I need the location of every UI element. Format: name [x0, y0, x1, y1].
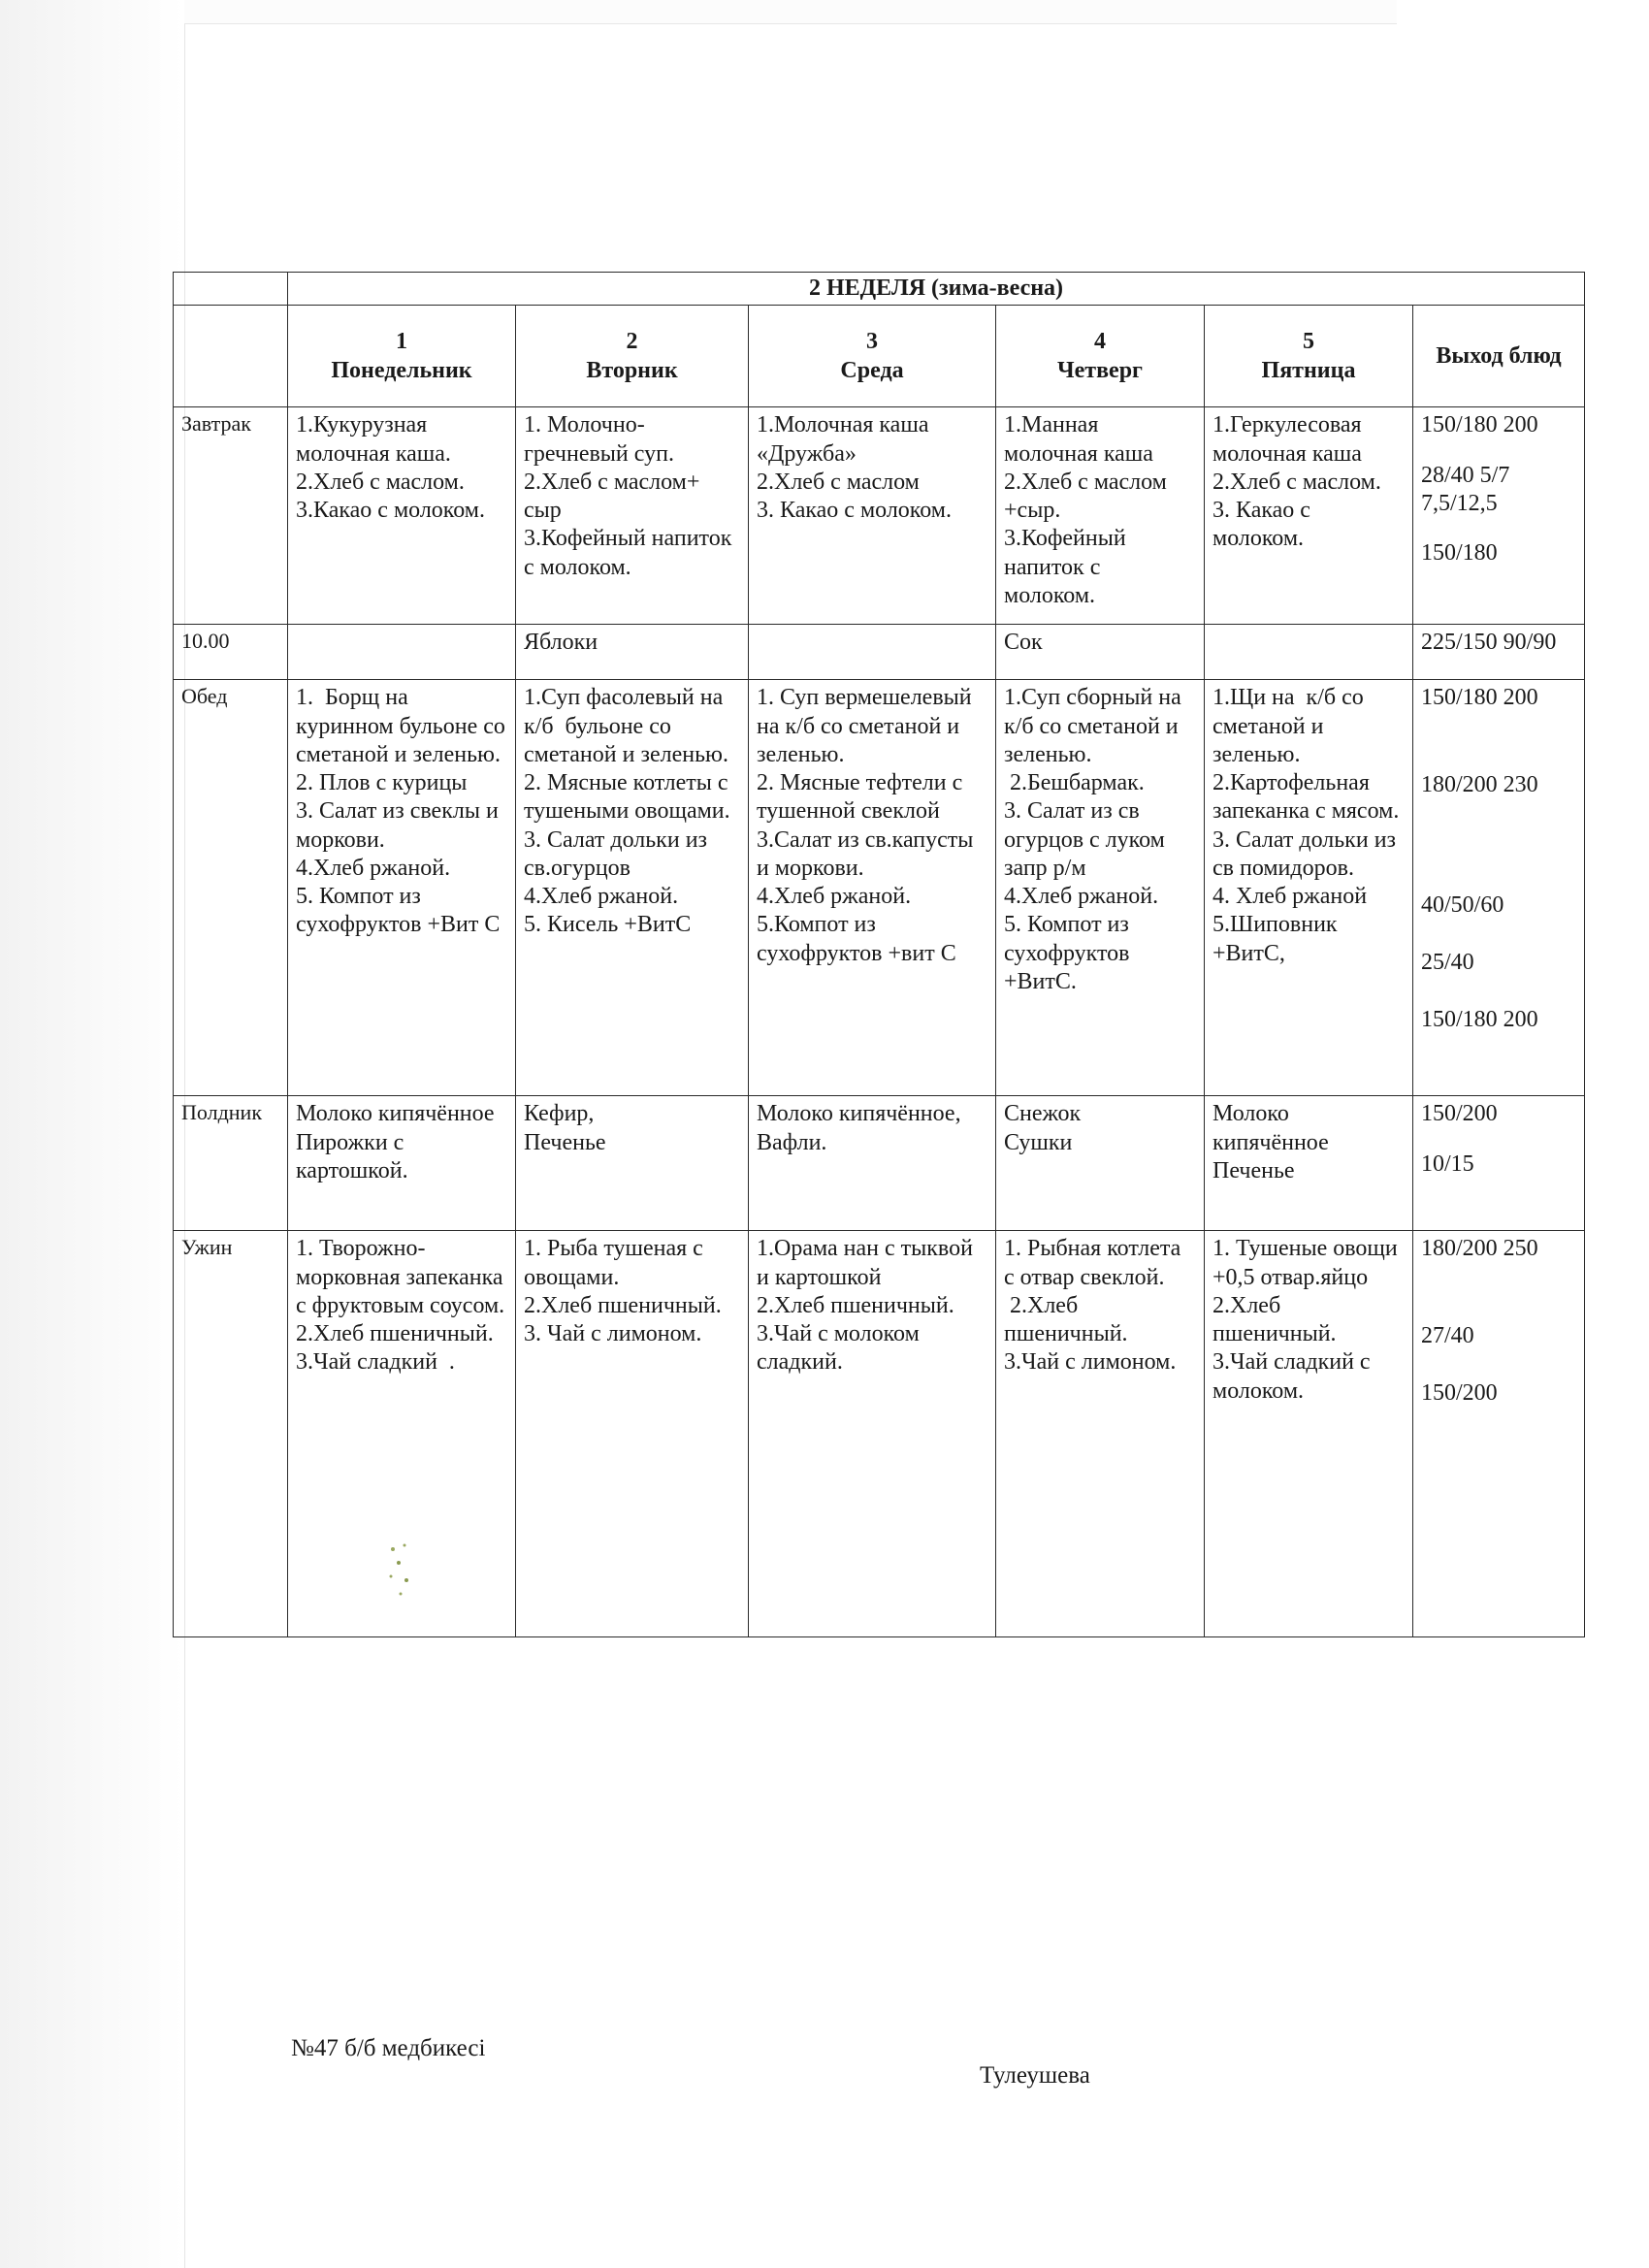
menu-cell: 1.Манная молочная каша 2.Хлеб с маслом +сыр. 3.Кофейный напиток с молоком.	[996, 407, 1205, 625]
meal-label: Ужин	[174, 1231, 288, 1637]
table-title: 2 НЕДЕЛЯ (зима-весна)	[288, 273, 1585, 306]
menu-cell: 1. Творожно-морковная запеканка с фруктовым соусом. 2.Хлеб пшеничный. 3.Чай сладкий .	[288, 1231, 516, 1637]
menu-cell: 1.Суп сборный на к/б со сметаной и зеленью. 2.Бешбармак. 3. Салат из св огурцов с луком запр р/м 4.Хлеб ржаной. 5. Компот из сухофруктов +ВитС.	[996, 680, 1205, 1096]
menu-cell	[288, 625, 516, 680]
menu-cell	[749, 625, 996, 680]
menu-cell: 1.Щи на к/б со сметаной и зеленью. 2.Картофельная запеканка с мясом. 3. Салат дольки из св помидоров. 4. Хлеб ржаной 5.Шиповник +ВитС,	[1205, 680, 1413, 1096]
menu-cell: Яблоки	[516, 625, 749, 680]
menu-cell: 1. Молочно-гречневый суп. 2.Хлеб с маслом+ сыр 3.Кофейный напиток с молоком.	[516, 407, 749, 625]
menu-cell: 1. Тушеные овощи +0,5 отвар.яйцо 2.Хлеб пшеничный. 3.Чай сладкий с молоком.	[1205, 1231, 1413, 1637]
title-row	[174, 273, 1585, 306]
menu-cell: Сок	[996, 625, 1205, 680]
menu-cell: 1.Суп фасолевый на к/б бульоне со сметаной и зеленью. 2. Мясные котлеты с тушеными овощами. 3. Салат дольки из св.огурцов 4.Хлеб ржаной. 5. Кисель +ВитС	[516, 680, 749, 1096]
menu-cell: Молоко кипячённое, Вафли.	[749, 1096, 996, 1231]
menu-cell: 1.Кукурузная молочная каша. 2.Хлеб с маслом. 3.Какао с молоком.	[288, 407, 516, 625]
meal-row-breakfast	[174, 407, 1585, 625]
meal-row-lunch	[174, 680, 1585, 1096]
meal-label: 10.00	[174, 625, 288, 680]
menu-table	[173, 272, 1585, 1637]
yield-cell: 225/150 90/90	[1413, 625, 1585, 680]
menu-cell	[1205, 625, 1413, 680]
menu-cell: 1. Борщ на куринном бульоне со сметаной и зеленью. 2. Плов с курицы 3. Салат из свеклы и моркови. 4.Хлеб ржаной. 5. Компот из сухофруктов +Вит С	[288, 680, 516, 1096]
day-header-4: 4 Четверг	[996, 306, 1205, 407]
day-header-2: 2 Вторник	[516, 306, 749, 407]
day-header-3: 3 Среда	[749, 306, 996, 407]
menu-cell: Снежок Сушки	[996, 1096, 1205, 1231]
menu-cell: 1. Рыбная котлета с отвар свеклой. 2.Хлеб пшеничный. 3.Чай с лимоном.	[996, 1231, 1205, 1637]
scan-top-strip	[184, 0, 1397, 24]
yield-cell: 150/200 10/15	[1413, 1096, 1585, 1231]
day-header-row	[174, 306, 1585, 407]
meal-row-poldnik	[174, 1096, 1585, 1231]
footer-signature-name: Тулеушева	[980, 2062, 1090, 2089]
yield-cell: 180/200 250 27/40 150/200	[1413, 1231, 1585, 1637]
menu-cell: Молоко кипячённое Пирожки с картошкой.	[288, 1096, 516, 1231]
yield-cell: 150/180 200 180/200 230 40/50/60 25/40 150/180 200	[1413, 680, 1585, 1096]
menu-cell: 1.Геркулесовая молочная каша 2.Хлеб с маслом. 3. Какао с молоком.	[1205, 407, 1413, 625]
menu-cell: 1.Орама нан с тыквой и картошкой 2.Хлеб пшеничный. 3.Чай с молоком сладкий.	[749, 1231, 996, 1637]
meal-row-10	[174, 625, 1585, 680]
footer-signature-label: №47 б/б медбикесі	[291, 2035, 486, 2061]
yield-header: Выход блюд	[1413, 306, 1585, 407]
day-header-5: 5 Пятница	[1205, 306, 1413, 407]
yield-cell: 150/180 200 28/40 5/7 7,5/12,5 150/180	[1413, 407, 1585, 625]
scan-page-edge	[0, 0, 185, 2268]
menu-cell: Кефир, Печенье	[516, 1096, 749, 1231]
pencil-marks-icon	[373, 1538, 432, 1605]
meal-label: Полдник	[174, 1096, 288, 1231]
menu-cell: 1. Рыба тушеная с овощами. 2.Хлеб пшеничный. 3. Чай с лимоном.	[516, 1231, 749, 1637]
menu-cell: 1.Молочная каша «Дружба» 2.Хлеб с маслом 3. Какао с молоком.	[749, 407, 996, 625]
meal-label: Завтрак	[174, 407, 288, 625]
menu-cell: 1. Суп вермешелевый на к/б со сметаной и зеленью. 2. Мясные тефтели с тушенной свеклой 3.Салат из св.капусты и моркови. 4.Хлеб ржаной. 5.Компот из сухофруктов +вит С	[749, 680, 996, 1096]
menu-cell: Молоко кипячённое Печенье	[1205, 1096, 1413, 1231]
meal-label: Обед	[174, 680, 288, 1096]
day-header-1: 1 Понедельник	[288, 306, 516, 407]
